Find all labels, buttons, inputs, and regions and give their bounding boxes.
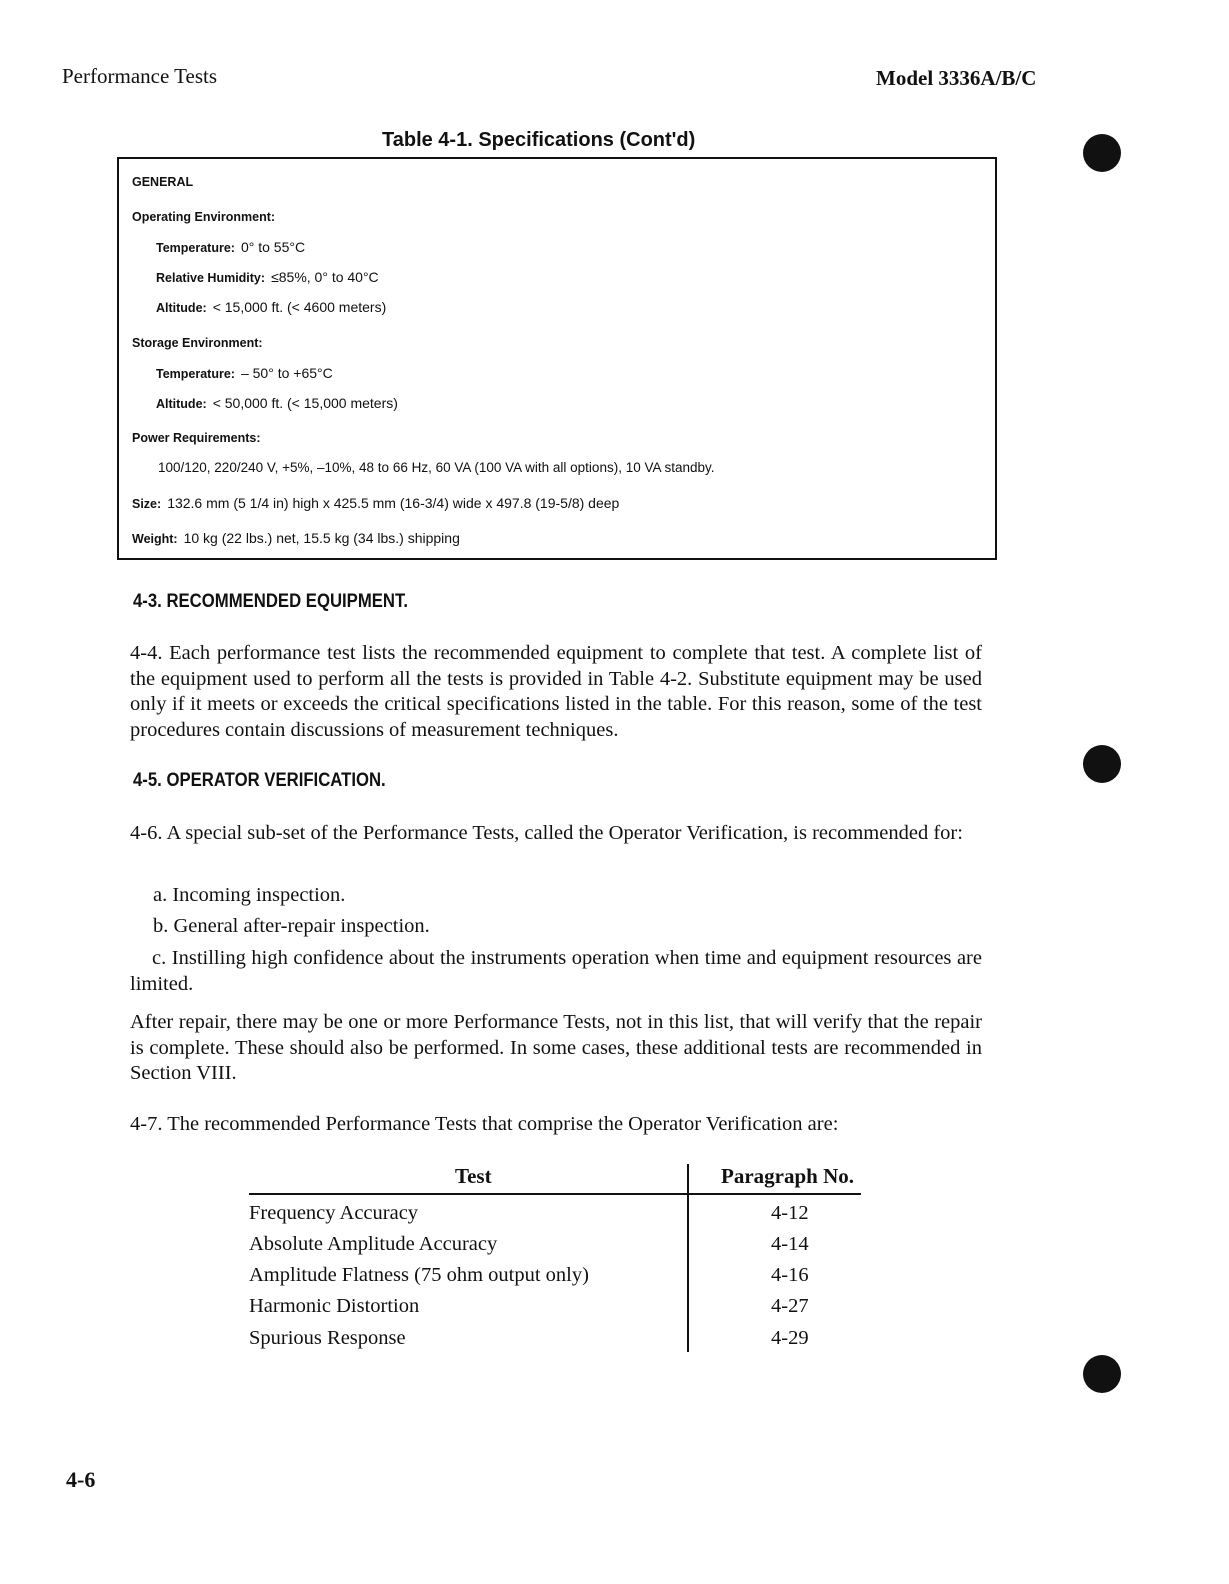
weight-spec <box>132 530 460 546</box>
storage-altitude-label: Altitude: <box>156 397 207 411</box>
row-test: Amplitude Flatness (75 ohm output only) <box>249 1264 589 1286</box>
paragraph-4-6: 4-6. A special sub-set of the Performance Tests, called the Operator Verification, is recommended for: <box>130 822 963 844</box>
power-value: 100/120, 220/240 V, +5%, –10%, 48 to 66 Hz, 60 VA (100 VA with all options), 10 VA standby. <box>158 460 715 475</box>
operating-humidity-value: ≤85%, 0° to 40°C <box>271 269 379 285</box>
storage-altitude-value: < 50,000 ft. (< 15,000 meters) <box>212 395 398 411</box>
page-number: 4-6 <box>66 1467 96 1492</box>
table-row <box>249 1202 861 1233</box>
running-header-left: Performance Tests <box>62 64 218 88</box>
table-row <box>249 1295 861 1326</box>
after-repair-paragraph: After repair, there may be one or more Performance Tests, not in this list, that will verify that the repair is complete. These should also be performed. In some cases, these additional tests are recommended in Section VIII. <box>130 1011 982 1084</box>
storage-env-heading: Storage Environment: <box>132 336 263 350</box>
operating-temperature <box>156 239 305 255</box>
header-rule <box>249 1193 861 1195</box>
operator-verification-table <box>249 1162 861 1352</box>
operating-humidity <box>156 269 379 285</box>
spec-general-heading: GENERAL <box>132 175 194 189</box>
spec-table-title: Table 4-1. Specifications (Cont'd) <box>382 129 696 151</box>
row-paragraph: 4-14 <box>771 1233 809 1255</box>
storage-temperature-label: Temperature: <box>156 367 235 381</box>
row-test: Harmonic Distortion <box>249 1295 420 1317</box>
operating-altitude-value: < 15,000 ft. (< 4600 meters) <box>212 299 387 315</box>
operating-env-heading: Operating Environment: <box>132 210 276 224</box>
operating-temperature-value: 0° to 55°C <box>240 239 306 255</box>
list-item-b: b. General after-repair inspection. <box>153 915 430 937</box>
spec-table <box>117 157 997 560</box>
column-header-test: Test <box>455 1164 492 1188</box>
power-heading: Power Requirements: <box>132 431 261 445</box>
size-spec <box>132 495 619 511</box>
weight-label: Weight: <box>132 532 178 546</box>
row-paragraph: 4-16 <box>771 1264 809 1286</box>
operating-altitude <box>156 299 386 315</box>
operating-temperature-label: Temperature: <box>156 241 235 255</box>
size-label: Size: <box>132 497 162 511</box>
paragraph-4-7: 4-7. The recommended Performance Tests that comprise the Operator Verification are: <box>130 1113 839 1135</box>
row-test: Absolute Amplitude Accuracy <box>249 1233 498 1255</box>
size-value: 132.6 mm (5 1/4 in) high x 425.5 mm (16-3/4) wide x 497.8 (19-5/8) deep <box>167 495 620 511</box>
operating-altitude-label: Altitude: <box>156 301 207 315</box>
row-test: Spurious Response <box>249 1327 406 1349</box>
row-paragraph: 4-27 <box>771 1295 809 1317</box>
running-header-right: Model 3336A/B/C <box>876 66 1037 90</box>
section-4-3-heading: 4-3. RECOMMENDED EQUIPMENT. <box>133 591 408 612</box>
storage-temperature <box>156 365 333 381</box>
storage-temperature-value: – 50° to +65°C <box>240 365 333 381</box>
table-row <box>249 1327 861 1358</box>
binder-hole-middle <box>1083 745 1121 783</box>
storage-altitude <box>156 395 398 411</box>
row-test: Frequency Accuracy <box>249 1202 419 1224</box>
list-item-c: c. Instilling high confidence about the instruments operation when time and equipment resources are limited. <box>130 947 982 995</box>
column-header-paragraph: Paragraph No. <box>721 1164 854 1188</box>
table-row <box>249 1233 861 1264</box>
operating-humidity-label: Relative Humidity: <box>156 271 266 285</box>
list-item-a: a. Incoming inspection. <box>153 884 346 906</box>
row-paragraph: 4-12 <box>771 1202 809 1224</box>
weight-value: 10 kg (22 lbs.) net, 15.5 kg (34 lbs.) shipping <box>183 530 460 546</box>
binder-hole-bottom <box>1083 1355 1121 1393</box>
section-4-5-heading: 4-5. OPERATOR VERIFICATION. <box>133 770 386 791</box>
paragraph-4-4: 4-4. Each performance test lists the recommended equipment to complete that test. A complete list of the equipment used to perform all the tests is provided in Table 4-2. Substitute equipment may be used only if it meets or exceeds the critical specifications listed in the table. For this reason, some of the test procedures contain discussions of measurement techniques. <box>130 642 982 741</box>
row-paragraph: 4-29 <box>771 1327 809 1349</box>
binder-hole-top <box>1083 134 1121 172</box>
table-row <box>249 1264 861 1295</box>
